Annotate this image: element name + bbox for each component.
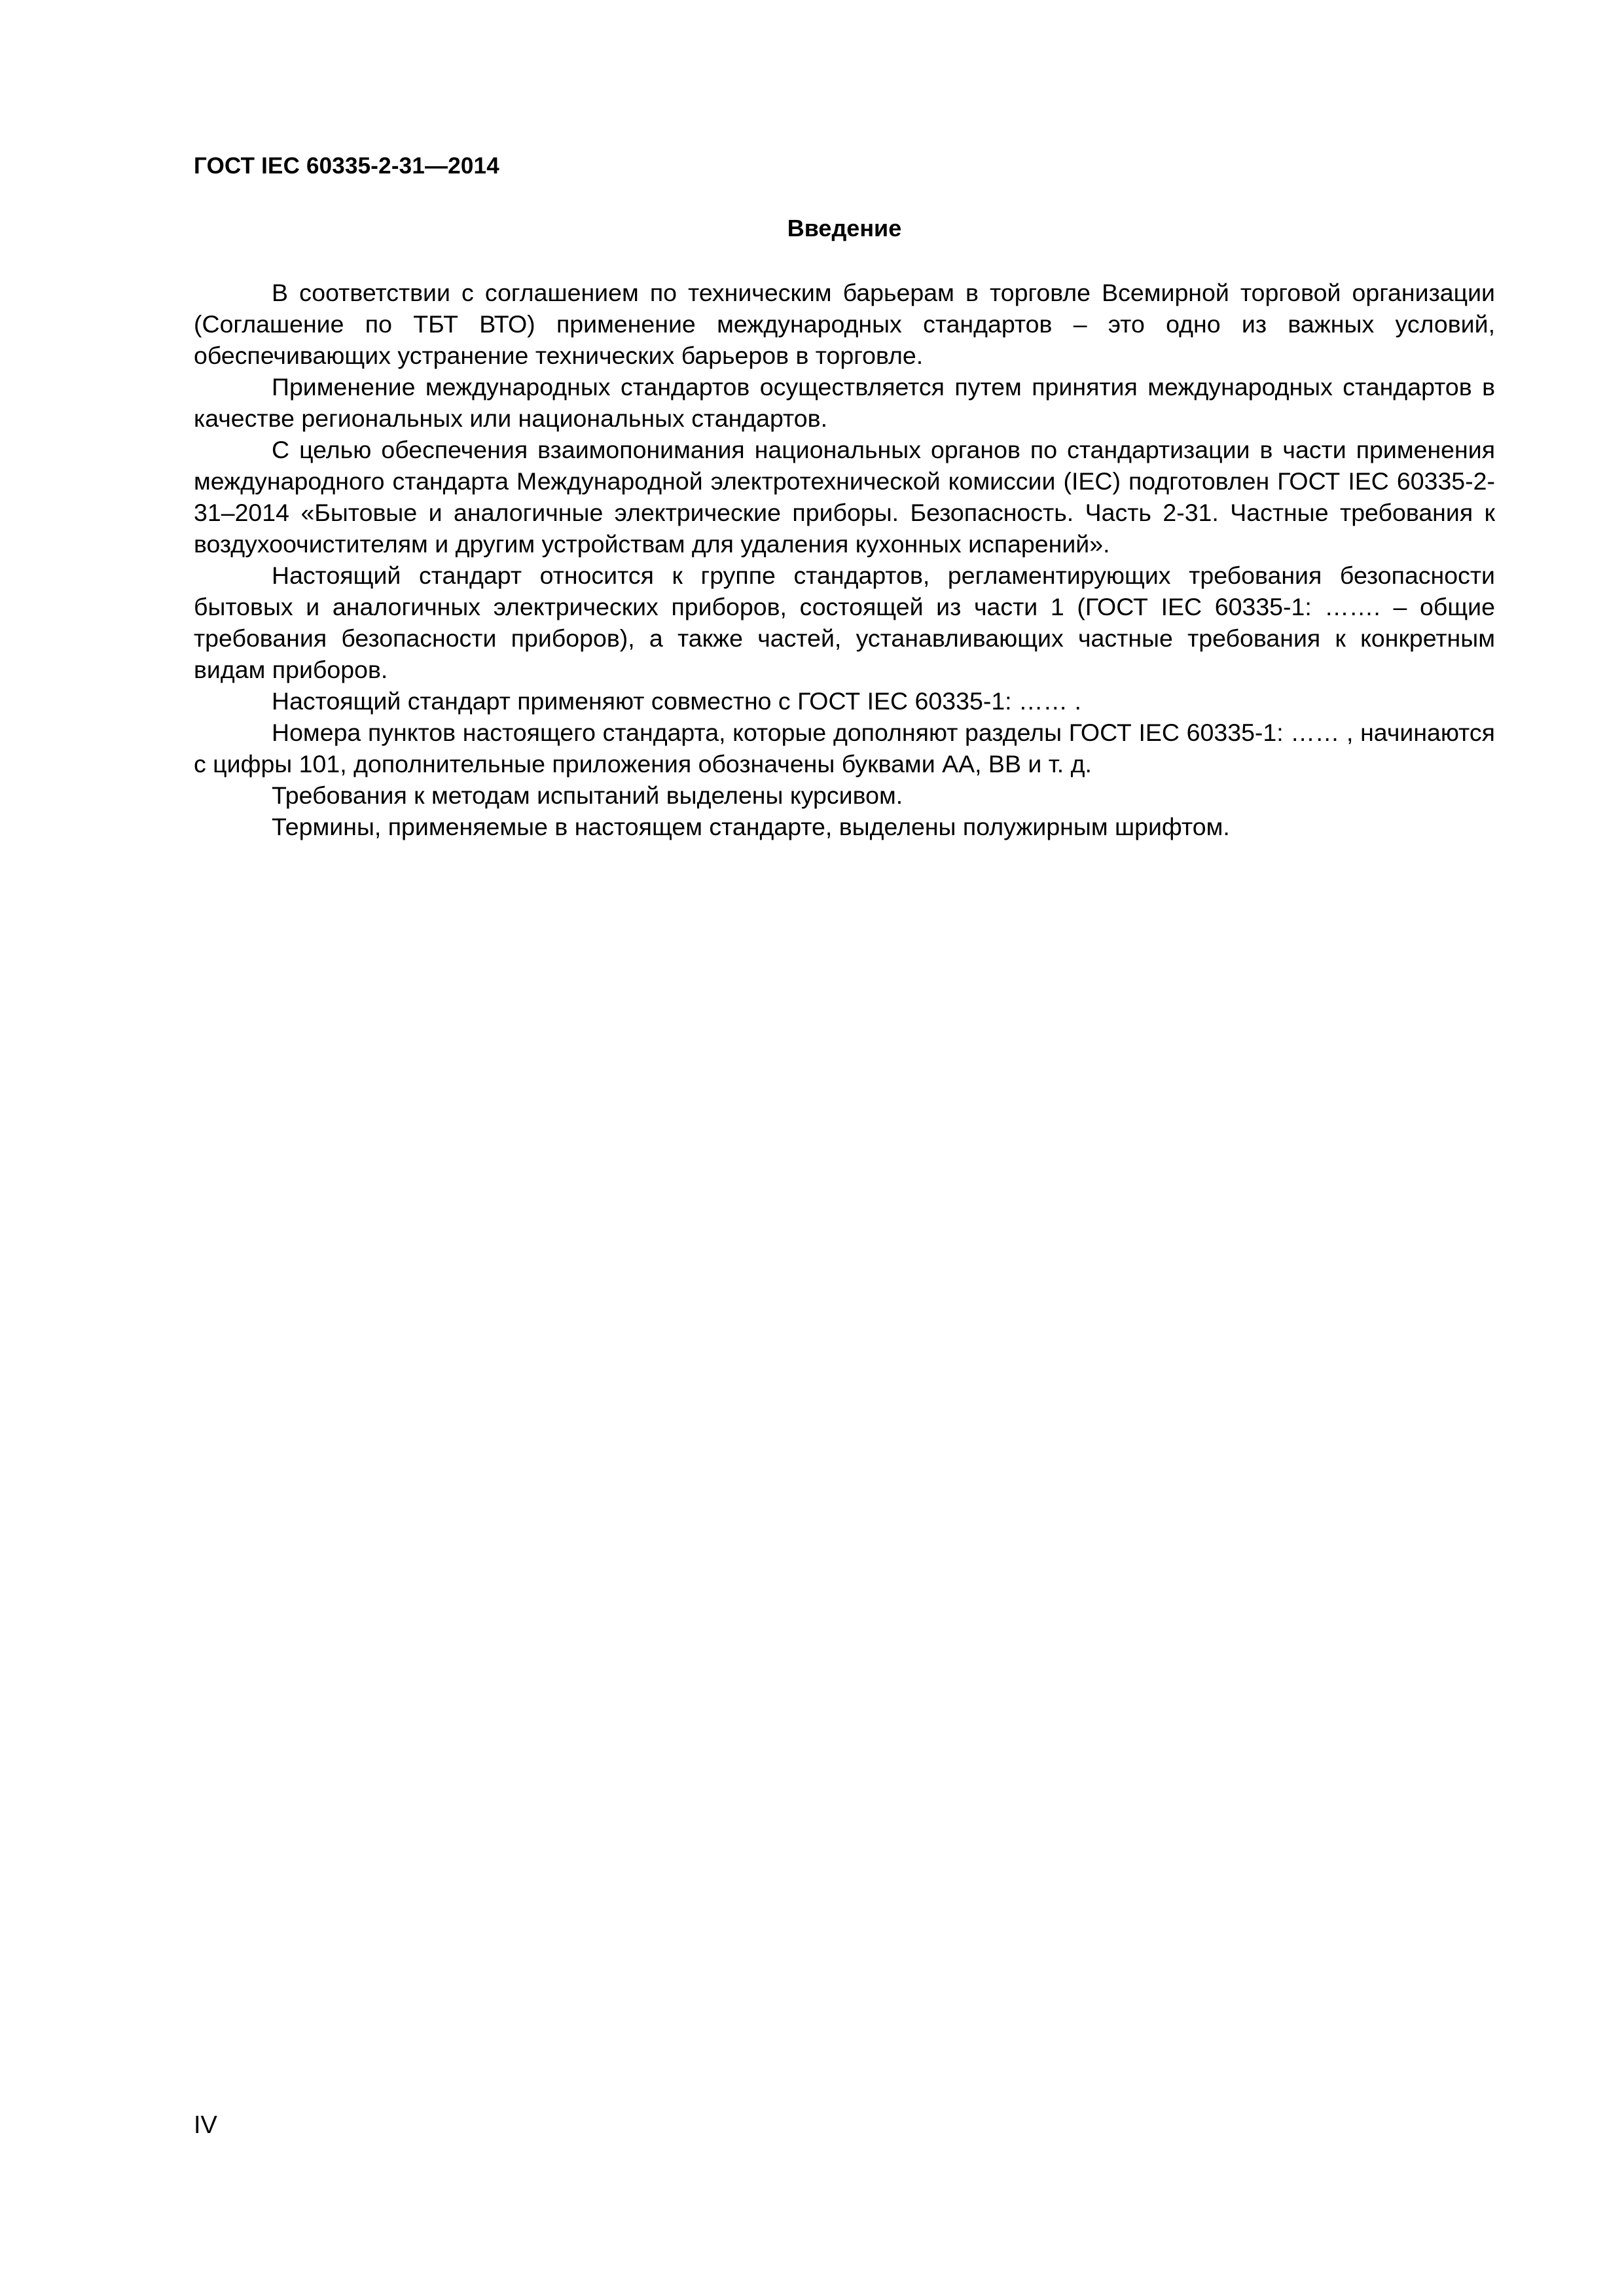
page-number: IV: [194, 2111, 217, 2139]
paragraph-test-methods: Требования к методам испытаний выделены курсивом.: [272, 781, 903, 809]
document-code-header: ГОСТ IEC 60335-2-31—2014: [194, 153, 499, 179]
paragraph-wto-agreement: В соответствии с соглашением по техническим барьерам в торговле Всемирной торговой организации (Соглашение по ТБТ ВТО) применение международных стандартов – это одно из важных условий, обеспечивающих устранение технических барьеров в торговле.: [194, 279, 1495, 369]
paragraph-numbering: Номера пунктов настоящего стандарта, которые дополняют разделы ГОСТ IEC 60335-1: …… , начинаются с цифры 101, дополнительные приложения обозначены буквами АА, ВВ и т. д.: [194, 719, 1495, 778]
paragraph-joint-use: Настоящий стандарт применяют совместно с ГОСТ IEC 60335-1: …… .: [272, 687, 1081, 715]
introduction-body: [194, 277, 1495, 842]
paragraph-adoption: Применение международных стандартов осуществляется путем принятия международных стандартов в качестве региональных или национальных стандартов.: [194, 373, 1495, 432]
paragraph-scope-group: Настоящий стандарт относится к группе стандартов, регламентирующих требования безопасности бытовых и аналогичных электрических приборов, состоящей из части 1 (ГОСТ IEC 60335-1: ……. – общие требования безопасности приборов), а также частей, устанавливающих частные требования к конкретным видам приборов.: [194, 562, 1495, 683]
paragraph-terms: Термины, применяемые в настоящем стандарте, выделены полужирным шрифтом.: [272, 813, 1230, 840]
section-title: Введение: [787, 215, 902, 242]
paragraph-purpose: С целью обеспечения взаимопонимания национальных органов по стандартизации в части применения международного стандарта Международной электротехнической комиссии (IEC) подготовлен ГОСТ IEC 60335-2-31–2014 «Бытовые и аналогичные электрические приборы. Безопасность. Часть 2-31. Частные требования к воздухоочистителям и другим устройствам для удаления кухонных испарений».: [194, 436, 1495, 558]
